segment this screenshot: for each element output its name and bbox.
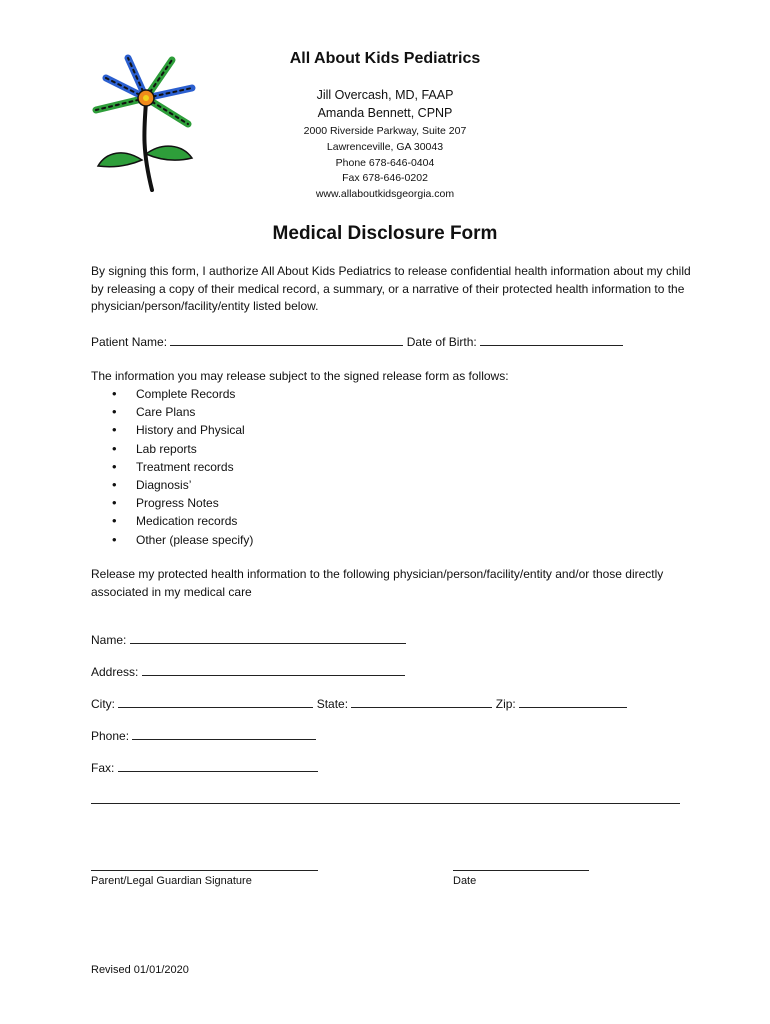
patient-name-field[interactable]	[170, 334, 403, 346]
dob-label: Date of Birth:	[406, 335, 477, 349]
state-field[interactable]	[351, 696, 492, 708]
list-item: • Progress Notes	[91, 494, 253, 512]
patient-line	[91, 334, 623, 349]
list-item: • History and Physical	[91, 421, 253, 439]
fax-label: Fax:	[91, 761, 115, 775]
address-field[interactable]	[142, 664, 405, 676]
date-label: Date	[453, 875, 477, 887]
practice-website[interactable]: www.allaboutkidsgeorgia.com	[315, 188, 455, 200]
list-item: • Complete Records	[91, 385, 253, 403]
state-label: State:	[316, 697, 349, 711]
phone-label: Phone:	[91, 729, 130, 743]
practice-phone: Phone 678-646-0404	[335, 157, 435, 169]
form-title: Medical Disclosure Form	[272, 223, 498, 244]
records-intro: The information you may release subject to the signed release form as follows:	[91, 369, 509, 383]
list-item: • Lab reports	[91, 440, 253, 458]
address-line	[91, 664, 405, 679]
doctor-1: Jill Overcash, MD, FAAP	[316, 88, 454, 102]
practice-fax: Fax 678-646-0202	[342, 172, 428, 184]
release-paragraph: Release my protected health information to the following physician/person/facility/entity and/or those directly associated in my medical care	[91, 567, 664, 599]
address-line-1: 2000 Riverside Parkway, Suite 207	[303, 125, 467, 137]
list-item: • Other (please specify)	[91, 531, 253, 549]
city-field[interactable]	[118, 696, 313, 708]
list-item: • Treatment records	[91, 458, 253, 476]
records-list	[91, 385, 253, 549]
fax-line	[91, 760, 318, 775]
name-field[interactable]	[130, 632, 406, 644]
city-state-zip-line	[91, 696, 627, 711]
revised-date: Revised 01/01/2020	[91, 964, 189, 976]
divider	[91, 803, 680, 804]
phone-field[interactable]	[132, 728, 316, 740]
city-label: City:	[91, 697, 115, 711]
list-item: • Medication records	[91, 512, 253, 530]
signature-field[interactable]	[91, 870, 318, 871]
name-line	[91, 632, 406, 647]
doctor-2: Amanda Bennett, CPNP	[317, 106, 453, 120]
dob-field[interactable]	[480, 334, 623, 346]
address-line-2: Lawrenceville, GA 30043	[326, 141, 444, 153]
fax-field[interactable]	[118, 760, 318, 772]
name-label: Name:	[91, 633, 127, 647]
patient-name-label: Patient Name:	[91, 335, 168, 349]
intro-paragraph: By signing this form, I authorize All About Kids Pediatrics to release confidential health information about my child by releasing a copy of their medical record, a summary, or a narrative of their protected health information to the physician/person/facility/entity listed below.	[91, 264, 691, 313]
phone-line	[91, 728, 316, 743]
list-item: • Care Plans	[91, 403, 253, 421]
date-field[interactable]	[453, 870, 589, 871]
zip-field[interactable]	[519, 696, 627, 708]
zip-label: Zip:	[495, 697, 516, 711]
signature-label: Parent/Legal Guardian Signature	[91, 875, 252, 887]
address-label: Address:	[91, 665, 139, 679]
practice-name: All About Kids Pediatrics	[289, 50, 481, 67]
list-item: • Diagnosis’	[91, 476, 253, 494]
